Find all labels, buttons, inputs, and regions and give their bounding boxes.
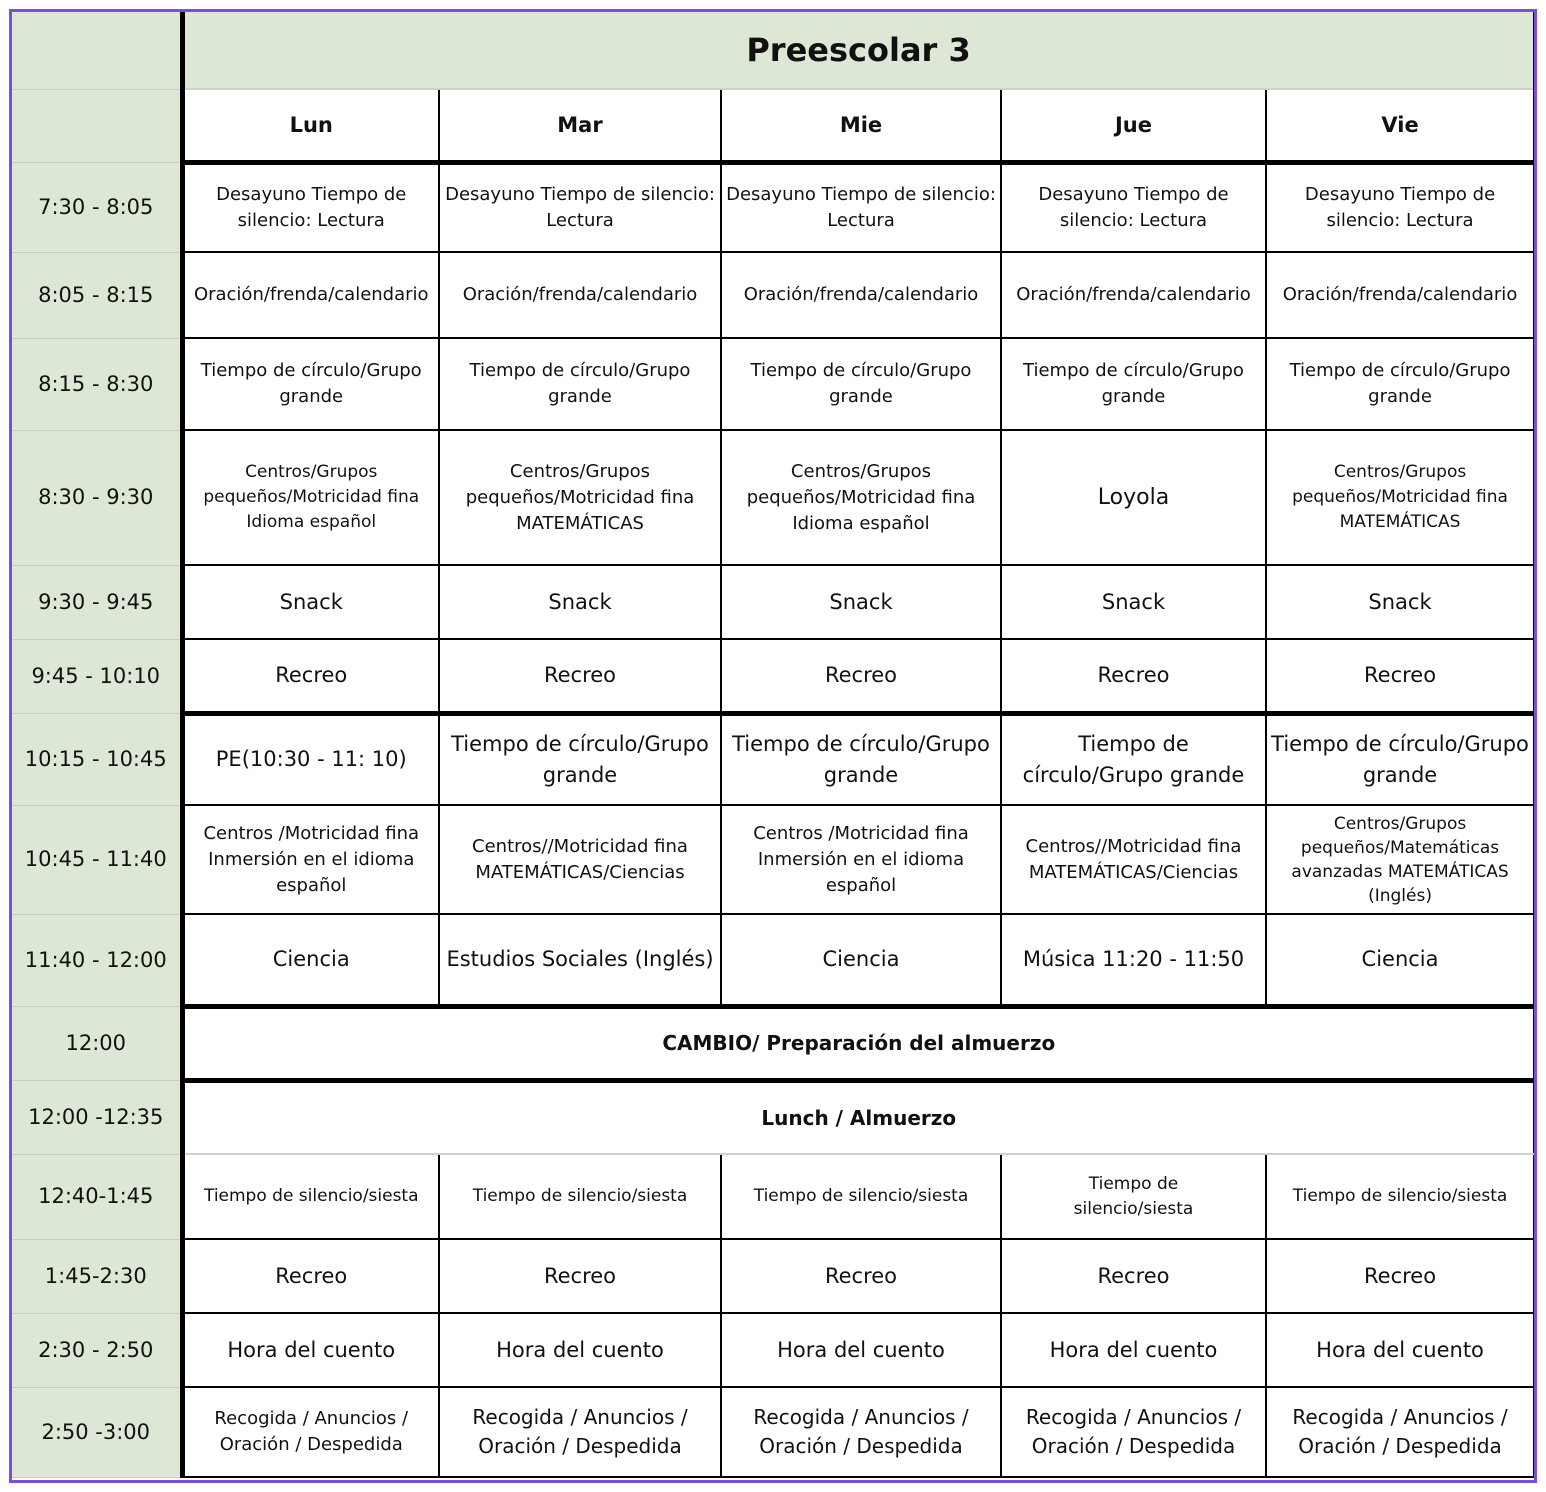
activity-cell: Recogida / Anuncios / Oración / Despedida [721, 1387, 1001, 1477]
time-slot: 9:30 - 9:45 [12, 565, 182, 639]
activity-cell: Recreo [182, 639, 439, 713]
activity-cell: Centros/Grupos pequeños/Motricidad fina MATEMÁTICAS [1266, 430, 1534, 565]
schedule-row [12, 1313, 1534, 1387]
time-slot: 12:00 [12, 1006, 182, 1080]
activity-cell: Oración/frenda/calendario [721, 252, 1001, 338]
activity-cell: Centros/Grupos pequeños/Motricidad fina Idioma español [721, 430, 1001, 565]
day-header: Mar [439, 89, 721, 162]
activity-cell: Recreo [1266, 639, 1534, 713]
activity-cell: Hora del cuento [721, 1313, 1001, 1387]
activity-cell: Recogida / Anuncios / Oración / Despedida [1266, 1387, 1534, 1477]
corner-cell [12, 12, 182, 89]
activity-cell: Ciencia [721, 914, 1001, 1006]
lunch-banner: Lunch / Almuerzo [182, 1080, 1534, 1154]
time-slot: 2:30 - 2:50 [12, 1313, 182, 1387]
schedule-table [12, 12, 1536, 1478]
time-slot: 10:45 - 11:40 [12, 805, 182, 914]
schedule-row [12, 713, 1534, 805]
time-slot: 10:15 - 10:45 [12, 713, 182, 805]
day-header: Mie [721, 89, 1001, 162]
activity-cell: Recreo [182, 1239, 439, 1313]
activity-cell: Ciencia [1266, 914, 1534, 1006]
activity-cell: Oración/frenda/calendario [1001, 252, 1266, 338]
activity-cell: Hora del cuento [439, 1313, 721, 1387]
time-slot: 8:15 - 8:30 [12, 338, 182, 430]
activity-cell: Centros /Motricidad fina Inmersión en el idioma español [721, 805, 1001, 914]
transition-banner: CAMBIO/ Preparación del almuerzo [182, 1006, 1534, 1080]
activity-cell: Centros /Motricidad fina Inmersión en el idioma español [182, 805, 439, 914]
activity-cell: Tiempo de círculo/Grupo grande [721, 713, 1001, 805]
time-slot: 7:30 - 8:05 [12, 162, 182, 252]
schedule-row [12, 914, 1534, 1006]
activity-cell: Recogida / Anuncios / Oración / Despedida [182, 1387, 439, 1477]
activity-cell: Tiempo de silencio/siesta [182, 1154, 439, 1239]
activity-cell: Hora del cuento [1266, 1313, 1534, 1387]
time-slot: 9:45 - 10:10 [12, 639, 182, 713]
activity-cell: Recreo [439, 639, 721, 713]
activity-cell: Música 11:20 - 11:50 [1001, 914, 1266, 1006]
activity-cell: Recreo [721, 639, 1001, 713]
activity-cell: Centros//Motricidad fina MATEMÁTICAS/Ciencias [439, 805, 721, 914]
day-header: Vie [1266, 89, 1534, 162]
time-slot: 8:05 - 8:15 [12, 252, 182, 338]
day-header: Jue [1001, 89, 1266, 162]
time-slot: 11:40 - 12:00 [12, 914, 182, 1006]
activity-cell: Snack [721, 565, 1001, 639]
activity-cell: Tiempo de silencio/siesta [1001, 1154, 1266, 1239]
schedule-row [12, 338, 1534, 430]
activity-cell: Oración/frenda/calendario [439, 252, 721, 338]
day-header: Lun [182, 89, 439, 162]
schedule-row [12, 639, 1534, 713]
time-slot: 1:45-2:30 [12, 1239, 182, 1313]
corner-cell [12, 89, 182, 162]
activity-cell: Recreo [1266, 1239, 1534, 1313]
schedule-row [12, 565, 1534, 639]
activity-cell: Oración/frenda/calendario [182, 252, 439, 338]
activity-cell: Recreo [1001, 1239, 1266, 1313]
schedule-row [12, 252, 1534, 338]
activity-cell: Tiempo de círculo/Grupo grande [1001, 338, 1266, 430]
schedule-row [12, 1006, 1534, 1080]
schedule-row [12, 1387, 1534, 1477]
activity-cell: Centros/Grupos pequeños/Motricidad fina Idioma español [182, 430, 439, 565]
schedule-row [12, 430, 1534, 565]
activity-cell: Oración/frenda/calendario [1266, 252, 1534, 338]
activity-cell: Recreo [439, 1239, 721, 1313]
activity-cell: Centros/Grupos pequeños/Motricidad fina MATEMÁTICAS [439, 430, 721, 565]
activity-cell: Desayuno Tiempo de silencio: Lectura [721, 162, 1001, 252]
activity-cell: Hora del cuento [1001, 1313, 1266, 1387]
activity-cell: Tiempo de círculo/Grupo grande [1266, 338, 1534, 430]
activity-cell: Tiempo de círculo/Grupo grande [439, 713, 721, 805]
activity-cell: Desayuno Tiempo de silencio: Lectura [1001, 162, 1266, 252]
activity-cell: Snack [1266, 565, 1534, 639]
activity-cell: PE(10:30 - 11: 10) [182, 713, 439, 805]
activity-cell: Loyola [1001, 430, 1266, 565]
schedule-frame [9, 9, 1537, 1483]
activity-cell: Estudios Sociales (Inglés) [439, 914, 721, 1006]
activity-cell: Hora del cuento [182, 1313, 439, 1387]
schedule-row [12, 1239, 1534, 1313]
activity-cell: Recogida / Anuncios / Oración / Despedida [439, 1387, 721, 1477]
schedule-row [12, 1154, 1534, 1239]
activity-cell: Desayuno Tiempo de silencio: Lectura [182, 162, 439, 252]
activity-cell: Snack [1001, 565, 1266, 639]
activity-cell: Tiempo de círculo/Grupo grande [1001, 713, 1266, 805]
activity-cell: Snack [439, 565, 721, 639]
activity-cell: Tiempo de círculo/Grupo grande [721, 338, 1001, 430]
activity-cell: Desayuno Tiempo de silencio: Lectura [1266, 162, 1534, 252]
schedule-row [12, 805, 1534, 914]
schedule-row [12, 162, 1534, 252]
time-slot: 2:50 -3:00 [12, 1387, 182, 1477]
schedule-row [12, 1080, 1534, 1154]
time-slot: 12:00 -12:35 [12, 1080, 182, 1154]
activity-cell: Centros/Grupos pequeños/Matemáticas avanzadas MATEMÁTICAS (Inglés) [1266, 805, 1534, 914]
activity-cell: Recreo [1001, 639, 1266, 713]
activity-cell: Recogida / Anuncios / Oración / Despedida [1001, 1387, 1266, 1477]
activity-cell: Tiempo de silencio/siesta [1266, 1154, 1534, 1239]
activity-cell: Tiempo de círculo/Grupo grande [1266, 713, 1534, 805]
activity-cell: Tiempo de silencio/siesta [721, 1154, 1001, 1239]
time-slot: 8:30 - 9:30 [12, 430, 182, 565]
activity-cell: Snack [182, 565, 439, 639]
activity-cell: Tiempo de círculo/Grupo grande [439, 338, 721, 430]
schedule-title: Preescolar 3 [182, 12, 1534, 89]
activity-cell: Recreo [721, 1239, 1001, 1313]
time-slot: 12:40-1:45 [12, 1154, 182, 1239]
activity-cell: Centros//Motricidad fina MATEMÁTICAS/Ciencias [1001, 805, 1266, 914]
activity-cell: Ciencia [182, 914, 439, 1006]
activity-cell: Tiempo de silencio/siesta [439, 1154, 721, 1239]
activity-cell: Desayuno Tiempo de silencio: Lectura [439, 162, 721, 252]
activity-cell: Tiempo de círculo/Grupo grande [182, 338, 439, 430]
